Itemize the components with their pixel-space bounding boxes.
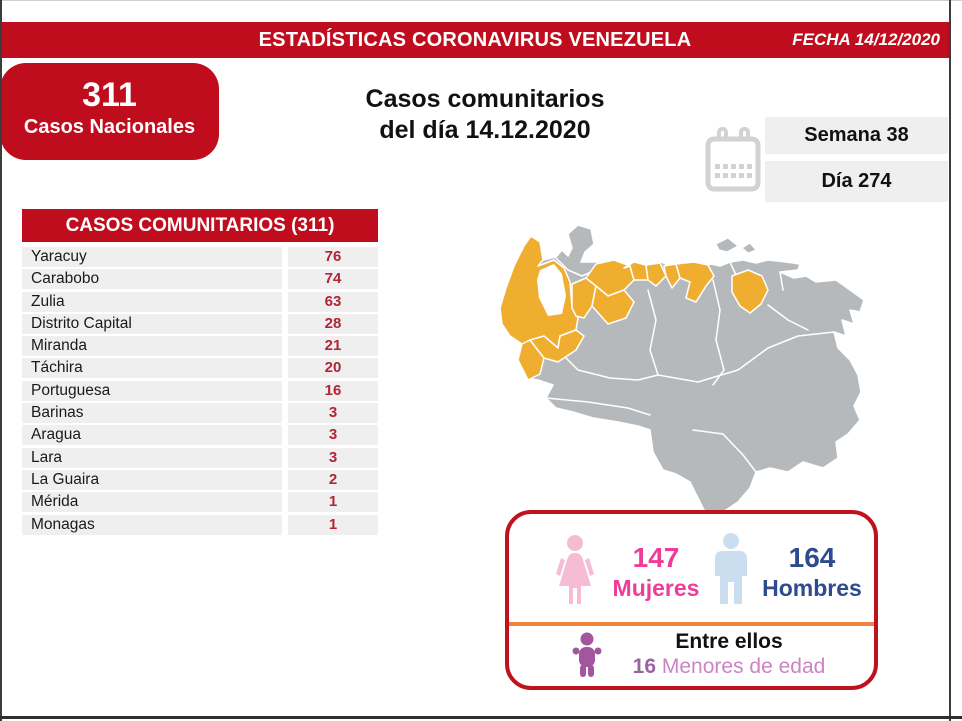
gender-stats-top — [509, 514, 874, 622]
national-cases-value: 311 — [82, 76, 137, 114]
page-title — [250, 84, 720, 146]
minors-line — [609, 654, 849, 679]
week-badge — [765, 117, 948, 154]
page-title-line1: Casos comunitarios — [365, 85, 605, 113]
gender-stats-box — [505, 510, 878, 690]
male-icon — [709, 532, 753, 610]
male-stat — [757, 542, 867, 602]
female-icon — [551, 534, 599, 610]
week-label: Semana 38 — [804, 124, 909, 146]
table-row-value: 3 — [288, 425, 378, 445]
day-badge — [765, 161, 948, 202]
frame-left-line — [0, 0, 2, 721]
table-row — [22, 314, 378, 334]
table-row-state: Distrito Capital — [22, 314, 282, 334]
table-row — [22, 292, 378, 312]
header-date: FECHA 14/12/2020 — [792, 30, 940, 49]
table-row-state: Yaracuy — [22, 247, 282, 267]
table-row-value: 1 — [288, 492, 378, 512]
table-row-state: Miranda — [22, 336, 282, 356]
day-label: Día 274 — [821, 170, 892, 192]
national-cases-label: Casos Nacionales — [23, 116, 196, 138]
male-label: Hombres — [762, 575, 862, 601]
table-row — [22, 358, 378, 378]
female-stat — [601, 542, 711, 602]
page-title-line2: del día 14.12.2020 — [379, 116, 591, 144]
table-row-state: Monagas — [22, 515, 282, 535]
table-row-value: 63 — [288, 292, 378, 312]
table-row-state: Mérida — [22, 492, 282, 512]
table-row-state: Zulia — [22, 292, 282, 312]
frame-top-line — [0, 0, 962, 1]
table-row — [22, 381, 378, 401]
table-row-state: Portuguesa — [22, 381, 282, 401]
table-row-value: 1 — [288, 515, 378, 535]
minors-count: 16 — [632, 655, 657, 678]
table-row — [22, 269, 378, 289]
table-row-state: Táchira — [22, 358, 282, 378]
map-island-margarita — [716, 238, 738, 252]
table-row — [22, 425, 378, 445]
minors-intro: Entre ellos — [675, 630, 783, 653]
table-row-value: 76 — [288, 247, 378, 267]
table-row-state: Lara — [22, 448, 282, 468]
table-row-value: 20 — [288, 358, 378, 378]
minors-stat — [609, 630, 849, 679]
table-row-value: 3 — [288, 448, 378, 468]
table-row-value: 2 — [288, 470, 378, 490]
female-label: Mujeres — [612, 575, 700, 601]
table-row-state: La Guaira — [22, 470, 282, 490]
table-row-state: Carabobo — [22, 269, 282, 289]
female-count: 147 — [632, 542, 680, 573]
table-row — [22, 470, 378, 490]
child-icon — [569, 632, 605, 682]
gender-stats-bottom — [509, 626, 874, 686]
table-row-value: 28 — [288, 314, 378, 334]
table-row — [22, 492, 378, 512]
national-cases-box — [0, 63, 219, 160]
table-row-value: 3 — [288, 403, 378, 423]
frame-right-line — [949, 0, 951, 721]
male-count: 164 — [788, 542, 836, 573]
frame-bottom-line — [0, 716, 962, 719]
minors-label: Menores de edad — [656, 655, 826, 678]
table-row-value: 21 — [288, 336, 378, 356]
cases-table — [22, 247, 378, 535]
table-row-value: 74 — [288, 269, 378, 289]
table-row — [22, 336, 378, 356]
table-row — [22, 403, 378, 423]
table-row-state: Barinas — [22, 403, 282, 423]
table-row — [22, 515, 378, 535]
table-row — [22, 247, 378, 267]
header-title: ESTADÍSTICAS CORONAVIRUS VENEZUELA — [258, 28, 692, 51]
header-banner — [0, 22, 950, 58]
map-island-small — [742, 243, 756, 253]
venezuela-map — [498, 220, 873, 523]
table-row-state: Aragua — [22, 425, 282, 445]
table-row — [22, 448, 378, 468]
calendar-icon — [705, 126, 761, 201]
table-header-label: CASOS COMUNITARIOS (311) — [65, 214, 335, 236]
table-row-value: 16 — [288, 381, 378, 401]
table-header — [22, 209, 378, 242]
